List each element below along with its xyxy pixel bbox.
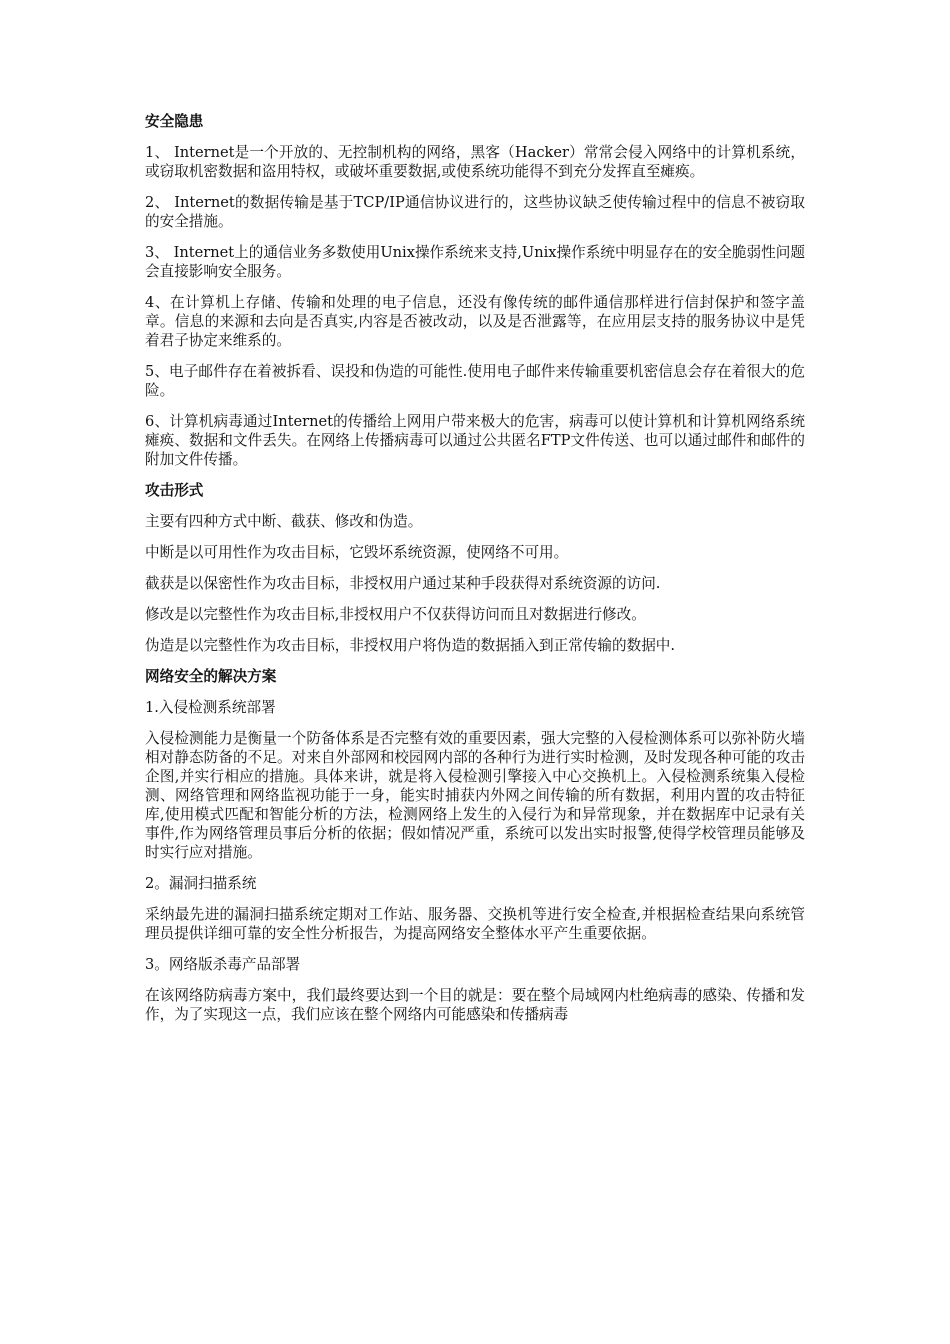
- risk-paragraph-1: 1、 Internet是一个开放的、无控制机构的网络，黑客（Hacker）常常会侵入网络中的计算机系统，或窃取机密数据和盗用特权，或破坏重要数据,或使系统功能得不到充分发挥直至瘫痪。: [145, 144, 805, 180]
- solution-subheading-2: 2。漏洞扫描系统: [145, 875, 257, 892]
- section-heading-attacks: 攻击形式: [145, 482, 204, 499]
- attack-paragraph-3: 截获是以保密性作为攻击目标，非授权用户通过某种手段获得对系统资源的访问.: [145, 575, 661, 592]
- section-heading-risks: 安全隐患: [145, 113, 204, 130]
- attack-paragraph-1: 主要有四种方式中断、截获、修改和伪造。: [145, 513, 423, 530]
- attack-paragraph-2: 中断是以可用性作为攻击目标，它毁坏系统资源，使网络不可用。: [145, 544, 569, 561]
- solution-paragraph-1: 入侵检测能力是衡量一个防备体系是否完整有效的重要因素，强大完整的入侵检测体系可以弥补防火墙相对静态防备的不足。对来自外部网和校园网内部的各种行为进行实时检测，及时发现各种可能的攻击企图,并实行相应的措施。具体来讲，就是将入侵检测引擎接入中心交换机上。入侵检测系统集入侵检测、网络管理和网络监视功能于一身，能实时捕获内外网之间传输的所有数据，利用内置的攻击特征库,使用模式匹配和智能分析的方法，检测网络上发生的入侵行为和异常现象，并在数据库中记录有关事件,作为网络管理员事后分析的依据；假如情况严重，系统可以发出实时报警,使得学校管理员能够及时实行应对措施。: [145, 730, 805, 861]
- section-heading-solutions: 网络安全的解决方案: [145, 668, 277, 685]
- solution-subheading-1: 1.入侵检测系统部署: [145, 699, 276, 716]
- solution-subheading-3: 3。网络版杀毒产品部署: [145, 956, 301, 973]
- solution-paragraph-3: 在该网络防病毒方案中，我们最终要达到一个目的就是：要在整个局域网内杜绝病毒的感染、传播和发作，为了实现这一点，我们应该在整个网络内可能感染和传播病毒: [145, 987, 805, 1023]
- risk-paragraph-4: 4、在计算机上存储、传输和处理的电子信息，还没有像传统的邮件通信那样进行信封保护和签字盖章。信息的来源和去向是否真实,内容是否被改动，以及是否泄露等，在应用层支持的服务协议中是凭着君子协定来维系的。: [145, 294, 805, 349]
- attack-paragraph-4: 修改是以完整性作为攻击目标,非授权用户不仅获得访问而且对数据进行修改。: [145, 606, 646, 623]
- risk-paragraph-2: 2、 Internet的数据传输是基于TCP/IP通信协议进行的，这些协议缺乏使传输过程中的信息不被窃取的安全措施。: [145, 194, 805, 230]
- risk-paragraph-3: 3、 Internet上的通信业务多数使用Unix操作系统来支持,Unix操作系统中明显存在的安全脆弱性问题会直接影响安全服务。: [145, 244, 805, 280]
- solution-paragraph-2: 采纳最先进的漏洞扫描系统定期对工作站、服务器、交换机等进行安全检查,并根据检查结果向系统管理员提供详细可靠的安全性分析报告，为提高网络安全整体水平产生重要依据。: [145, 906, 805, 942]
- risk-paragraph-6: 6、计算机病毒通过Internet的传播给上网用户带来极大的危害，病毒可以使计算机和计算机网络系统瘫痪、数据和文件丢失。在网络上传播病毒可以通过公共匿名FTP文件传送、也可以通过邮件和邮件的附加文件传播。: [145, 413, 805, 468]
- document-page: [145, 112, 805, 1036]
- attack-paragraph-5: 伪造是以完整性作为攻击目标，非授权用户将伪造的数据插入到正常传输的数据中.: [145, 637, 676, 654]
- risk-paragraph-5: 5、电子邮件存在着被拆看、误投和伪造的可能性.使用电子邮件来传输重要机密信息会存在着很大的危险。: [145, 363, 805, 399]
